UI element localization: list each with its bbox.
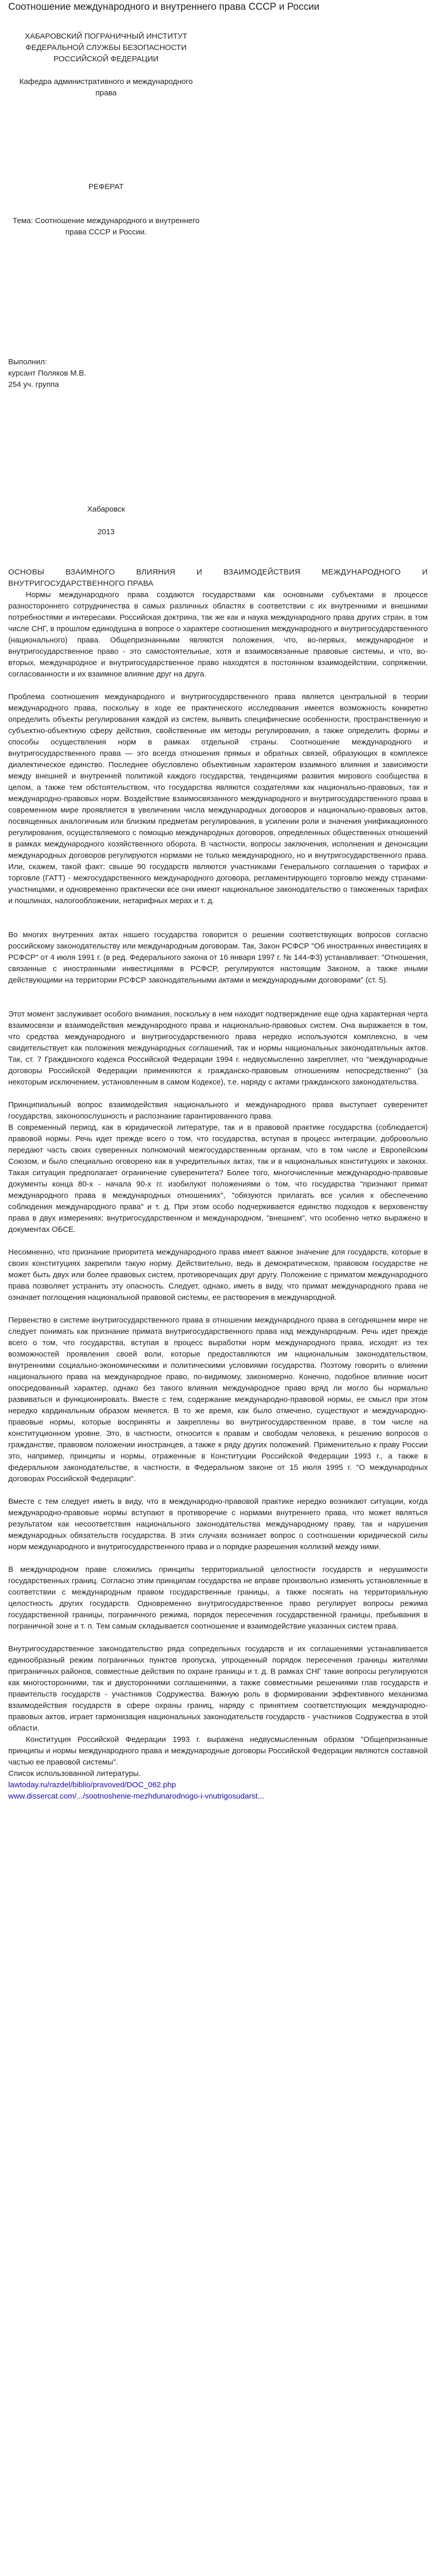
paragraph: В современный период, как в юридической литературе, так и в правовой практике государства (соблюдается) правовой нормы. Речь идет прежде всего о том, что государства, вступая в процесс интеграции, добровольно передают часть своих суверенных полномочий межгосударственным органам, что в том числе и Европейским Союзом, и было специально оговорено как в учредительных актах, так и в национальных конституциях и законах. Такая ситуация предполагает ограничение суверенитета? Более того, многочисленные международно-правовые документы конца 80-х - начала 90-х гг. изобилуют положениями о том, что государства "признают примат международного права в международных отношениях", "обязуются прилагать все усилия к обеспечению соблюдения международного права" и т. д. При этом особо подчеркивается единство подходов к верховенству права в двух измерениях: внутригосударственном и международном, "внешнем", что особенно четко выражено в документах ОБСЕ. xyxy=(8,1123,428,1234)
main-text xyxy=(8,589,428,1768)
paragraph: В международном праве сложились принципы территориальной целостности государств и нерушимости государственных границ. Согласно этим принципам государства не вправе произвольно изменять установленные в соответствии с международным правом государственные границы, а также посягать на территориальную целостность других государств. Одновременно внутригосударственное право регулирует вопросы режима государственной границы, пограничного режима, порядок пересечения государственной границы, пребывания в пограничной зоне и т. п. Тем самым складывается соотношение и взаимодействие указанных систем права. xyxy=(8,1565,428,1631)
title-page-work xyxy=(8,181,204,238)
work-topic: Тема: Соотношение международного и внутреннего права СССР и России. xyxy=(12,216,200,236)
paragraph: Внутригосударственное законодательство ряда сопредельных государств и их соглашениями устанавливается единообразный режим пограничных пунктов пропуска, упрощенный порядок пересечения границы жителями приграничных районов, совместные действия по охране границы и т. д. В рамках СНГ такие вопросы регулируются как многосторонними, так и двусторонними соглашениями, а также совместными решениями глав государств и правительств государств - участников Содружества. Важную роль в формировании эффективного механизма взаимодействия государств в сфере охраны границ, наряду с принятием соответствующих международно-правовых актов, играет гармонизация национальных законодательств государств - участников Содружества в этой области. xyxy=(8,1645,428,1733)
reference-link[interactable]: www.dissercat.com/.../sootnoshenie-mezhdunarodnogo-i-vnutrigosudarst... xyxy=(8,1792,264,1801)
document-page xyxy=(0,1,436,1815)
paragraph: Проблема соотношения международного и внутригосударственного права является центральной в теории международного права, поскольку в ходе ее практического исследования имеется возможность конкретно определить объекты регулирования каждой из систем, выявить специфические особенности, пространственную и субъектно-объектную сферу действия, свойственные им методы регулирования, а также определить формы и способы осуществления норм в рамках отдельной страны. Соотношение международного и внутригосударственного права — это всегда отношения прямых и обратных связей, образующих в комплексе диалектическое единство. Последнее обусловлено объективным характером взаимного влияния и зависимости между внешней и внутренней политикой каждого государства, тенденциями развития мирового сообщества в целом, а также тем обстоятельством, что государства являются создателями как национально-правовых, так и международно-правовых норм. Воздействие взаимосвязанного международного и внутригосударственного права в современном мире проявляется в увеличении числа международных договоров и национально-правовых актов, посвященных аналогичным или близким предметам регулирования, в усилении роли и значения унификационного регулирования, осуществляемого с помощью международных договоров, определенных общественных отношений в рамках международного хозяйственного оборота. В частности, вопросы заключения, исполнения и денонсации международных договоров регулируются нормами не только международного, но и внутригосударственного права. Или, скажем, такой факт: свыше 90 государств являются участниками Генерального соглашения о тарифах и торговле (ГАТТ) - межгосударственного международного договора, регламентирующего торговлю между странами-участницами, и одновременно практически все они имеют национальное законодательство о таможенных тарифах и пошлинах, налогообложении, нетарифных мерах и т. д. xyxy=(8,692,428,905)
paragraph: Во многих внутренних актах нашего государства говорится о решении соответствующих вопросов согласно российскому законодательству или международным договорам. Так, Закон РСФСР "Об иностранных инвестициях в РСФСР" от 4 июля 1991 г. (в ред. Федерального закона от 16 января 1997 г. № 144-ФЗ) устанавливает: "Отношения, связанные с иностранными инвестициями в РСФСР, регулируются настоящим Законом, а также иными действующими на территории РСФСР законодательными актами и международными договорами" (ст. 5). xyxy=(8,930,428,985)
year: 2013 xyxy=(97,528,115,536)
author-label: Выполнил: xyxy=(8,358,47,366)
institution-name: ХАБАРОВСКИЙ ПОГРАНИЧНЫЙ ИНСТИТУТ ФЕДЕРАЛЬНОЙ СЛУЖБЫ БЕЗОПАСНОСТИ РОССИЙСКОЙ ФЕДЕРАЦИИ xyxy=(25,32,187,63)
references-label: Список использованной литературы. xyxy=(8,1769,141,1778)
paragraph: Принципиальный вопрос взаимодействия национального и международного права выступает суверенитет государства, законопослушность и распознание гарантированного права. xyxy=(8,1100,428,1121)
section-heading: ОСНОВЫ ВЗАИМНОГО ВЛИЯНИЯ И ВЗАИМОДЕЙСТВИЯ МЕЖДУНАРОДНОГО И ВНУТРИГОСУДАРСТВЕННОГО ПРАВА xyxy=(8,568,428,588)
department-name: Кафедра административного и международного права xyxy=(19,77,193,97)
paragraph: Этот момент заслуживает особого внимания, поскольку в нем находит подтверждение еще одна характерная черта взаимосвязи и взаимодействия международного права и национально-правовых систем. Она выражается в том, что средства международного и внутригосударственного права нередко используются комплексно, в чем свидетельствует как положения международных соглашений, так и нормы национальных законодательных актов. Так, ст. 7 Гражданского кодекса Российской Федерации 1994 г. недвусмысленно закрепляет, что "международные договоры Российской Федерации применяются к гражданско-правовым отношениям непосредственно" (за некоторым исключением, установленным в самом Кодексе), т.е. наряду с актами гражданского законодательства. xyxy=(8,1010,428,1087)
page-title: Соотношение международного и внутреннего права СССР и России xyxy=(8,2,320,12)
title-page-header xyxy=(8,31,204,99)
paragraph: Конституция Российской Федерации 1993 г. выражена недвусмысленным образом "Общепризнанные принципы и нормы международного права и международные договоры Российской Федерации являются составной частью ее правовой системы". xyxy=(8,1735,428,1767)
city: Хабаровск xyxy=(87,505,125,514)
references xyxy=(8,1768,428,1802)
work-type: РЕФЕРАТ xyxy=(88,182,124,191)
paragraph: Несомненно, что признание приоритета международного права имеет важное значение для государств, которые в своих конституциях закрепили такую норму. Действительно, ведь в демократическом, правовом государстве не может быть двух или более правовых систем, противоречащих друг другу. Положение с приматом международного права позволяет устранить эту опасность. Следует, однако, иметь в виду, что примат международного права не означает поглощения национальной правовой системы, ее растворения в международной. xyxy=(8,1248,428,1302)
reference-link[interactable]: lawtoday.ru/razdel/biblio/pravoved/DOC_062.php xyxy=(8,1781,176,1789)
author-group: 254 уч. группа xyxy=(8,380,59,389)
place-date-block xyxy=(8,504,204,538)
paragraph: Вместе с тем следует иметь в виду, что в международно-правовой практике нередко возникают ситуации, когда международно-правовые нормы вступают в противоречие с нормами внутреннего права, что может являться результатом как несоответствия национального законодательства международному праву, так и нарушения международных обязательств государства. В этих случаях возникает вопрос о соотношении юридической силы норм международного и внутригосударственного права и о порядке разрешения коллизий между ними. xyxy=(8,1497,428,1551)
author-name: курсант Поляков М.В. xyxy=(8,369,86,378)
paragraph: Первенство в системе внутригосударственного права в отношении международного права в сегодняшнем мире не следует понимать как признание примата внутригосударственного права над международным. Речь идет прежде всего о том, что государства, вступая в процесс выработки норм международного права, исходят из тех возможностей проявления своей воли, которые предоставляются им национальным законодательством, внутренними социально-экономическими и политическими условиями государства. Поэтому говорить о влиянии национального права на международное право, по-видимому, закономерно. Конечно, подобное влияние носит опосредованный характер, однако без такого влияния международное право вряд ли могло бы нормально развиваться и функционировать. Вместе с тем, содержание международно-правовой нормы, ее смысл при этом нередко кардинальным образом меняется. В то же время, как было отмечено, существуют и международно-правовые нормы, которые восприняты и закреплены во внутригосударственном праве, в том числе на конституционном уровне. Это, в частности, относится к правам и свободам человека, к решению вопросов о гражданстве, правовом положении иностранцев, а также к ряду других положений. Применительно к праву России это, например, принципы и нормы, отраженные в Конституции Российской Федерации 1993 г., а также в федеральном законодательстве, в частности, в Федеральном законе от 15 июля 1995 г. "О международных договорах Российской Федерации". xyxy=(8,1316,428,1483)
author-block xyxy=(8,357,428,391)
paragraph: Нормы международного права создаются государствами как основными субъектами в процессе разностороннего сотрудничества в самых различных областях в соответствии с их внутренними и внешними потребностями и интересами. Российская доктрина, так же как и наука международного права других стран, в том числе СНГ, в прошлом единодушна в вопросе о характере соотношения международного и внутригосударственного (национального) права. Общепризнанными являются положения, что, во-первых, международное и внутригосударственное право - это самостоятельные, хотя и взаимосвязанные правовые системы, и что, во-вторых, международное и внутригосударственное право находятся в постоянном взаимодействии, сопряжении, согласованности и их взаимное влияние друг на друга. xyxy=(8,590,428,679)
